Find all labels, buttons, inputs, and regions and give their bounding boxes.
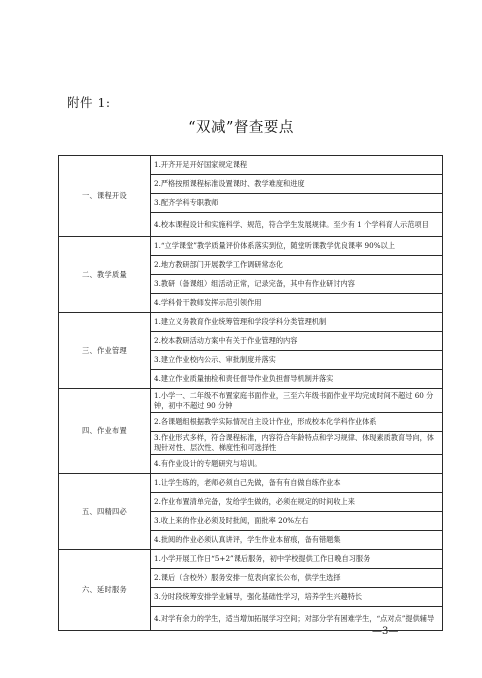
item-cell: 4.学科骨干教师发挥示范引领作用 <box>151 294 443 313</box>
document-title: “双减”督查要点 <box>188 120 294 136</box>
item-cell: 4.校本课程设计和实施科学、规范，符合学生发展规律。至少有 1 个学科育人示范项目 <box>151 213 443 237</box>
item-cell: 2.地方教研部门开展教学工作调研常态化 <box>151 256 443 275</box>
category-cell: 三、作业管理 <box>59 313 151 389</box>
inspection-points-table <box>58 155 443 631</box>
table-row <box>59 156 443 175</box>
item-cell: 1.“立学课堂”教学质量评价体系落实到位，随堂听课教学优良课率 90%以上 <box>151 237 443 256</box>
item-cell: 1.让学生练的，老师必须自己先做，备有有自做自练作业本 <box>151 474 443 493</box>
item-cell: 4.批阅的作业必须认真讲评，学生作业本留痕，备有错题集 <box>151 531 443 550</box>
table-row <box>59 474 443 493</box>
item-cell: 2.严格按照课程标准设置课时、教学难度和进度 <box>151 175 443 194</box>
table-row <box>59 550 443 569</box>
table-row <box>59 313 443 332</box>
category-cell: 二、教学质量 <box>59 237 151 313</box>
item-cell: 4.有作业设计的专题研究与培训。 <box>151 455 443 474</box>
item-cell: 1.开齐开足开好国家规定课程 <box>151 156 443 175</box>
item-cell: 3.分时段统筹安排学业辅导，强化基础性学习，培养学生兴趣特长 <box>151 588 443 607</box>
item-cell: 1.小学一、二年级不布置家庭书面作业，三至六年级书面作业平均完成时间不超过 60 分钟，初中不超过 90 分钟 <box>151 389 443 413</box>
category-cell: 四、作业布置 <box>59 389 151 474</box>
item-cell: 3.作业形式多样，符合课程标准，内容符合年龄特点和学习规律、体现素质教育导向，体现针对性、层次性、梯度性和可选择性 <box>151 432 443 455</box>
item-cell: 2.作业布置清单完备，发给学生做的，必须在规定的时间收上来 <box>151 493 443 512</box>
page-number: —3— <box>372 626 399 637</box>
table-row <box>59 237 443 256</box>
category-cell: 六、延时服务 <box>59 550 151 631</box>
item-cell: 2.各课题组根据教学实际情况自主设计作业，形成校本化学科作业体系 <box>151 413 443 432</box>
category-cell: 五、四精四必 <box>59 474 151 550</box>
item-cell: 1.小学开展工作日“5+2”课后服务，初中学校提供工作日晚自习服务 <box>151 550 443 569</box>
attachment-label: 附件 1: <box>67 95 111 110</box>
item-cell: 3.配齐学科专职教师 <box>151 194 443 213</box>
item-cell: 2.校本教研活动方案中有关于作业管理的内容 <box>151 332 443 351</box>
table-row <box>59 389 443 413</box>
item-cell: 1.建立义务教育作业统筹管理和学段学科分类管理机制 <box>151 313 443 332</box>
item-cell: 3.建立作业校内公示、审批制度并落实 <box>151 351 443 370</box>
category-cell: 一、课程开设 <box>59 156 151 237</box>
item-cell: 3.收上来的作业必须及时批阅，面批率 20%左右 <box>151 512 443 531</box>
item-cell: 4.对学有余力的学生，适当增加拓展学习空间；对部分学有困难学生，“点对点”提供辅导 <box>151 607 443 631</box>
item-cell: 2.课后（含校外）服务安排一览表向家长公布，供学生选择 <box>151 569 443 588</box>
item-cell: 4.建立作业质量抽检和责任督导作业负担督导机制并落实 <box>151 370 443 389</box>
item-cell: 3.教研（备课组）组活动正常，记录完备，其中有作业研讨内容 <box>151 275 443 294</box>
